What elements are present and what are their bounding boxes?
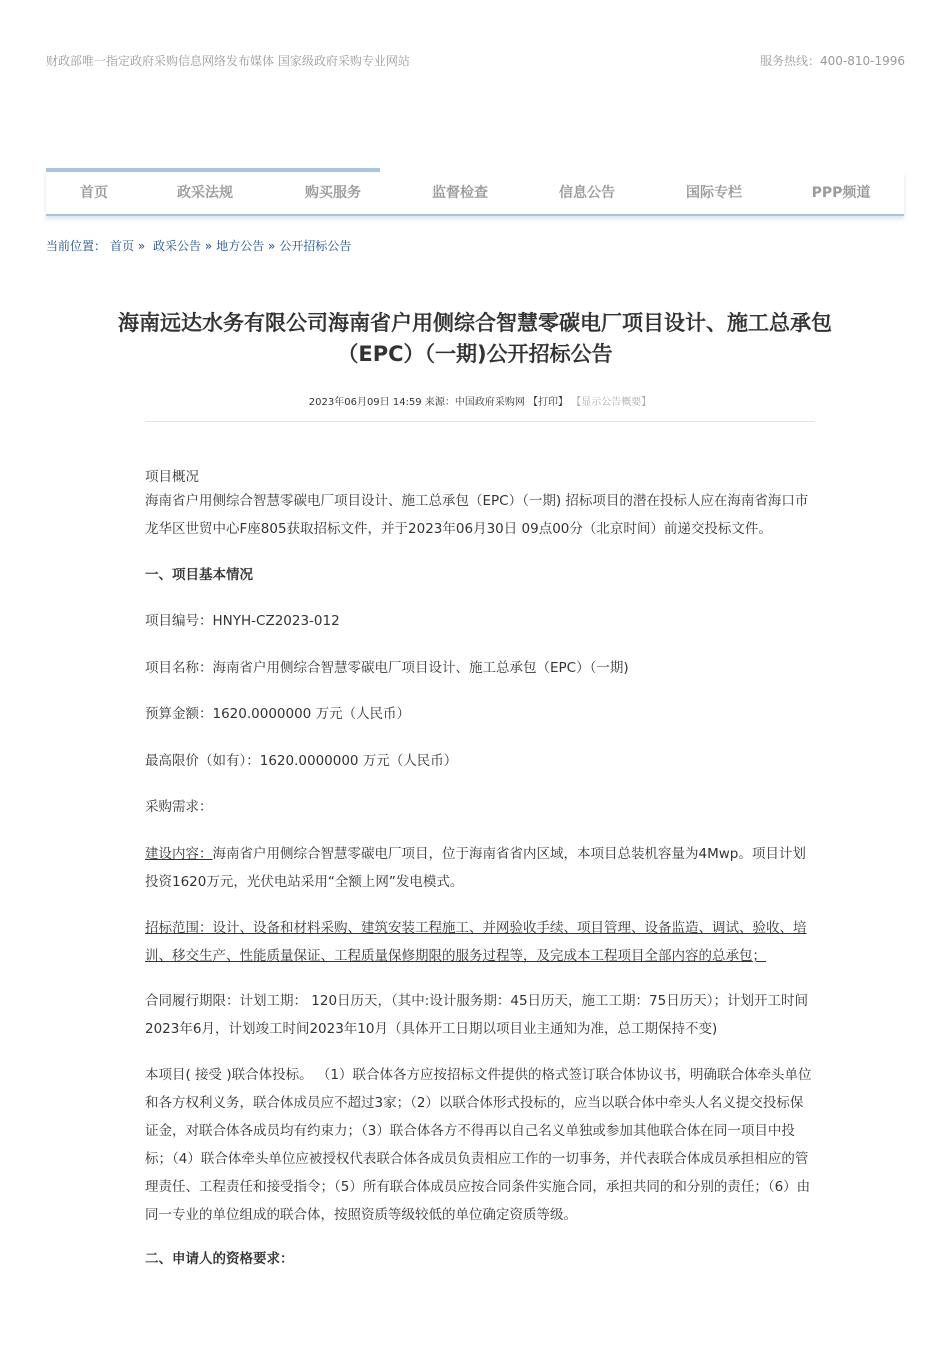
contract-period: 合同履行期限：计划工期： 120日历天，（其中:设计服务期：45日历天，施工工期：75日历天）；计划开工时间2023年6月，计划竣工时间2023年10月（具体开工日期以项目业主通知为准，总工期保持不变) [145,993,808,1037]
project-number: 项目编号：HNYH-CZ2023-012 [145,613,340,629]
max-price: 最高限价（如有）：1620.0000000 万元（人民币） [145,753,458,769]
nav-home[interactable]: 首页 [80,185,108,201]
nav-regulations[interactable]: 政采法规 [177,185,233,201]
nav-international[interactable]: 国际专栏 [686,185,742,201]
page-title [60,308,890,370]
tender-scope: 招标范围：设计、设备和材料采购、建筑安装工程施工、并网验收手续、项目管理、设备监造、调试、验收、培训、移交生产、性能质量保证、工程质量保修期限的服务过程等，及完成本工程项目全部内容的总承包； [145,920,807,964]
breadcrumb-open-tender[interactable]: 公开招标公告 [279,239,352,253]
breadcrumb-label: 当前位置： [46,239,107,253]
print-link[interactable]: 【打印】 [528,397,569,408]
demand-label: 采购需求： [145,799,213,815]
section-2-heading: 二、申请人的资格要求： [145,1251,294,1267]
overview-text: 海南省户用侧综合智慧零碳电厂项目设计、施工总承包（EPC）（一期) 招标项目的潜在投标人应在海南省海口市龙华区世贸中心F座805获取招标文件，并于2023年06月30日 09点00分（北京时间）前递交投标文件。 [145,493,809,537]
construction-text: 海南省户用侧综合智慧零碳电厂项目，位于海南省省内区域，本项目总装机容量为4Mwp。项目计划投资1620万元，光伏电站采用“全额上网”发电模式。 [145,846,806,890]
project-name: 项目名称：海南省户用侧综合智慧零碳电厂项目设计、施工总承包（EPC）（一期) [145,660,629,676]
construction-content [145,840,815,896]
title-line-1: 海南远达水务有限公司海南省户用侧综合智慧零碳电厂项目设计、施工总承包 [118,311,832,335]
title-line-2: （EPC）（一期)公开招标公告 [337,342,613,366]
overview-label: 项目概况 [145,469,199,485]
main-nav [46,172,904,216]
breadcrumb-announcements[interactable]: 政采公告 » [153,239,213,253]
nav-purchase-services[interactable]: 购买服务 [305,185,361,201]
breadcrumb-home[interactable]: 首页 » [110,239,146,253]
publish-datetime: 2023年06月09日 14:59 [308,397,422,408]
section-1-heading: 一、项目基本情况 [145,567,253,583]
breadcrumb [46,237,355,254]
construction-label: 建设内容： [145,846,213,862]
nav-announcements[interactable]: 信息公告 [559,185,615,201]
budget-amount: 预算金额：1620.0000000 万元（人民币） [145,706,411,722]
nav-supervision[interactable]: 监督检查 [432,185,488,201]
show-summary-link[interactable]: 【显示公告概要】 [571,397,652,408]
service-hotline: 服务热线：400-810-1996 [759,54,905,68]
divider [145,421,815,422]
article-source: 来源：中国政府采购网 [424,397,525,408]
consortium-terms: 本项目( 接受 )联合体投标。 （1）联合体各方应按招标文件提供的格式签订联合体协议书，明确联合体牵头单位和各方权利义务，联合体成员应不超过3家；（2）以联合体形式投标的，应当以联合体中牵头人名义提交投标保证金，对联合体各成员均有约束力；（3）联合体各方不得再以自己名义单独或参加其他联合体在同一项目中投标；（4）联合体牵头单位应被授权代表联合体各成员负责相应工作的一切事务，并代表联合体成员承担相应的管理责任、工程责任和接受指令；（5）所有联合体成员应按合同条件实施合同，承担共同的和分别的责任；（6）由同一专业的单位组成的联合体，按照资质等级较低的单位确定资质等级。 [145,1067,812,1223]
breadcrumb-local[interactable]: 地方公告 » [216,239,276,253]
nav-ppp[interactable]: PPP频道 [811,185,871,201]
article-meta [145,393,815,408]
top-bar [46,52,905,70]
site-slogan: 财政部唯一指定政府采购信息网络发布媒体 国家级政府采购专业网站 [46,54,410,68]
